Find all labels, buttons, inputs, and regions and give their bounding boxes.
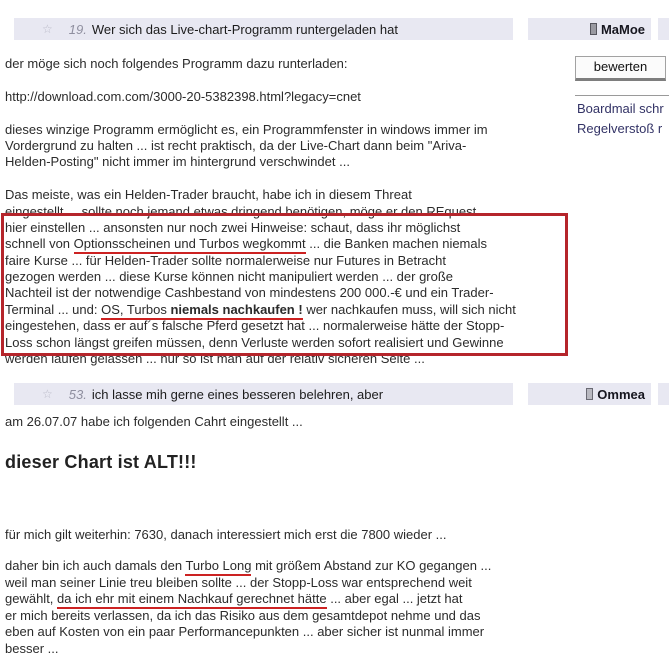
rate-button[interactable]: bewerten (575, 56, 666, 81)
star-icon[interactable]: ☆ (42, 387, 53, 401)
user-badge-icon (586, 388, 593, 400)
post2-number: 53. (68, 386, 87, 402)
post2-header-bar-right (658, 383, 669, 405)
post2-header-bar (14, 383, 513, 405)
boardmail-link[interactable]: Boardmail schr (577, 101, 664, 116)
star-icon[interactable]: ☆ (42, 22, 53, 36)
post1-header-bar-right (658, 18, 669, 40)
post1-body-text: der möge sich noch folgendes Programm dazu runterladen: http://download.com.com/3000-20-5382398.html?legacy=cnet dieses winzige Programm ermöglicht es, ein Programmfenster in windows immer im Vordergrund zu halten ... ist recht praktisch, da der Live-Chart dann beim "Ariva- Helden-Posting" nicht immer im hintergrund verschwindet ... Das meiste, was ein Helden-Trader braucht, habe ich in diesem Threat eingestellt ... sollte noch jemand etwas dringend benötigen, möge er den REquest hier einstellen ... ansonsten nur noch zwei Hinweise: schaut, dass ihr möglichst schnell von Optionsscheinen und Turbos wegkommt ... die Banken machen niemals faire Kurse ... für Helden-Trader sollte normalerweise nur Futures in Betracht gezogen werden ... diese Kurse können nicht manipuliert werden ... der große Nachteil ist der notwendige Cashbestand von mindestens 200 000.-€ und ein Trader- Terminal ... und: OS, Turbos niemals nachkaufen ! wer nachkaufen muss, will sich nicht eingestehen, dass er auf´s falsche Pferd gesetzt hat ... normalerweise hätte der Stopp- Loss schon längst greifen müssen, denn Verluste werden sofort realisiert und Gewinne werden laufen gelassen ... nur so ist man auf der relativ sicheren Seite ... (5, 56, 516, 367)
post1-number: 19. (68, 21, 87, 37)
post2-author[interactable]: Ommea (586, 387, 645, 402)
post2-intro-line: am 26.07.07 habe ich folgenden Cahrt eingestellt ... (5, 414, 303, 429)
post1-author[interactable]: MaMoe (590, 22, 645, 37)
post2-author-cell (528, 383, 651, 405)
report-violation-link[interactable]: Regelverstoß r (577, 121, 663, 136)
post1-title: Wer sich das Live-chart-Programm runtergeladen hat (91, 21, 398, 37)
post2-level-line: für mich gilt weiterhin: 7630, danach interessiert mich erst die 7800 wieder ... (5, 527, 447, 542)
post2-alt-chart-heading: dieser Chart ist ALT!!! (5, 452, 197, 472)
post2-title: ich lasse mih gerne eines besseren belehren, aber (91, 386, 384, 402)
post1-author-cell (528, 18, 651, 40)
sidebar-divider (575, 95, 669, 96)
user-badge-icon (590, 23, 597, 35)
post2-body-text: daher bin ich auch damals den Turbo Long mit größem Abstand zur KO gegangen ... weil man seiner Linie treu bleiben sollte ... der Stopp-Loss war entsprechend weit gewählt, da ich ehr mit einem Nachkauf gerechnet hätte ... aber egal ... jetzt hat er mich bereits verlassen, da ich das Risiko aus dem gesamtdepot nehme und das eben auf Kosten von ein paar Performancepunkten ... aber sicher ist nunmal immer besser ... (5, 558, 492, 656)
post1-header-bar (14, 18, 513, 40)
